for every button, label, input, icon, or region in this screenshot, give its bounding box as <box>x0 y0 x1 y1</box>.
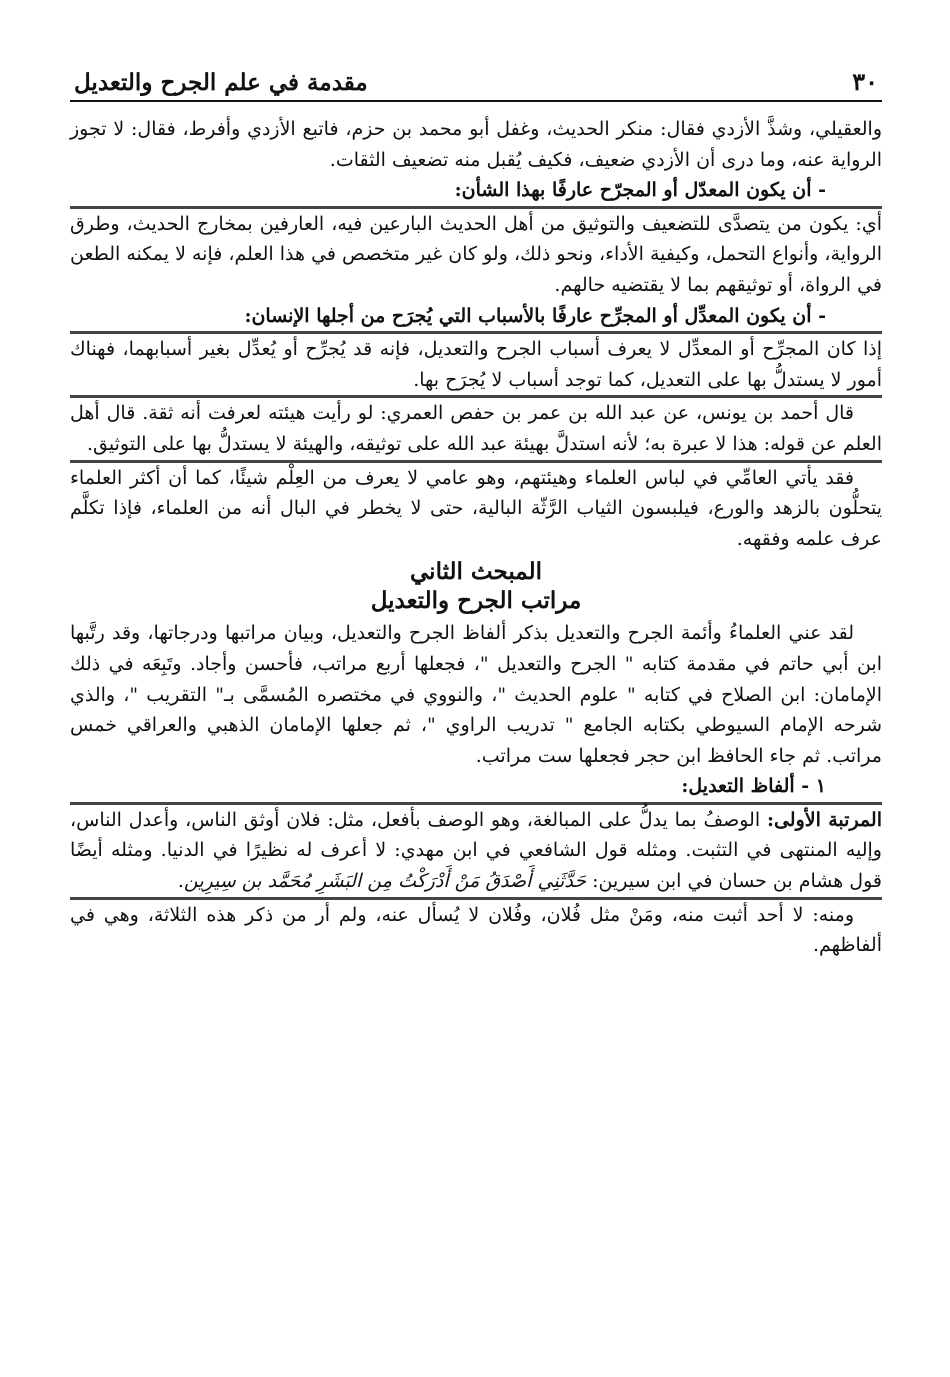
page-number: ٣٠ <box>852 67 878 96</box>
section-subtitle: مراتب الجرح والتعديل <box>370 587 582 615</box>
numbered-heading: ١ - ألفاظ التعديل: <box>681 775 826 798</box>
page <box>70 56 882 961</box>
rank-label: المرتبة الأولى: <box>766 808 882 831</box>
condition-heading: - أن يكون المعدّل أو المجرّح عارفًا بهذا الشأن: <box>454 179 826 202</box>
section-title: المبحث الثاني <box>410 558 542 586</box>
quoted-narration: حَدَّثَنِي أَصْدَقُ مَنْ أَدْرَكْتُ مِن البَشَرِ مُحَمَّد بن سِيرِين. <box>177 870 587 893</box>
paragraph: أي: يكون من يتصدَّى للتضعيف والتوثيق من أهل الحديث البارعين فيه، العارفين بمخارج الحديث، وطرق الرواية، وأنواع التحمل، وكيفية الأداء، ونحو ذلك، ولو كان غير متخصص في هذا العلم، فإنه لا يمكنه الطعن في الرواة، أو توثيقهم بما لا يقتضيه حالهم. <box>70 212 882 296</box>
page-header <box>70 56 882 102</box>
condition-heading: - أن يكون المعدِّل أو المجرِّح عارفًا بالأسباب التي يُجرَح من أجلها الإنسان: <box>244 304 826 327</box>
paragraph: والعقيلي، وشذَّ الأزدي فقال: منكر الحديث، وغفل أبو محمد بن حزم، فاتبع الأزدي وأفرط، فقال: لا تجوز الرواية عنه، وما درى أن الأزدي ضعيف، فكيف يُقبل منه تضعيف الثقات. <box>70 118 882 171</box>
paragraph: قال أحمد بن يونس، عن عبد الله بن عمر بن حفص العمري: لو رأيت هيئته لعرفت أنه ثقة. قال أهل العلم عن قوله: هذا لا عبرة به؛ لأنه استدلَّ بهيئة عبد الله على توثيقه، والهيئة لا يستدلُّ بها على التوثيق. <box>70 402 882 455</box>
page-body <box>70 114 882 961</box>
paragraph: ومنه: لا أحد أثبت منه، ومَنْ مثل فُلان، وفُلان لا يُسأل عنه، ولم أر من ذكر هذه الثلاثة، وهي في ألفاظهم. <box>70 903 882 957</box>
paragraph: لقد عني العلماءُ وأئمة الجرح والتعديل بذكر ألفاظ الجرح والتعديل، وبيان مراتبها ودرجاتها، وقد رتَّبها ابن أبي حاتم في مقدمة كتابه " الجرح والتعديل "، فجعلها أربع مراتب، فأحسن وأجاد. وتَبِعَه في ذلك الإمامان: ابن الصلاح في كتابه " علوم الحديث "، والنووي في مختصره المُسمَّى بـ" التقريب "، والذي شرحه الإمام السيوطي بكتابه الجامع " تدريب الراوي "، ثم جعلها الإمامان الذهبي والعراقي خمس مراتب. ثم جاء الحافظ ابن حجر فجعلها ست مراتب. <box>70 622 882 767</box>
paragraph: فقد يأتي العامِّي في لباس العلماء وهيئتهم، وهو عامي لا يعرف من العِلْم شيئًا، كما أن أكثر العلماء يتحلُّون بالزهد والورع، فيلبسون الثياب الرَّثّة البالية، حتى لا يخطر في البال أنه من العلماء، فإذا تكلَّم عرف علمه وفقهه. <box>70 466 882 550</box>
book-title: مقدمة في علم الجرح والتعديل <box>74 69 368 96</box>
paragraph-text: الوصفُ بما يدلُّ على المبالغة، وهو الوصف بأفعل، مثل: فلان أوثق الناس، وأعدل الناس، وإليه المنتهى في التثبت. ومثله قول الشافعي في ابن مهدي: لا أعرف له نظيرًا في الدنيا. ومثله أيضًا قول هشام بن حسان في ابن سيرين: <box>70 808 882 893</box>
paragraph <box>70 805 882 897</box>
paragraph: إذا كان المجرِّح أو المعدِّل لا يعرف أسباب الجرح والتعديل، فإنه قد يُجرِّح أو يُعدِّل بغير أسبابهما، فهناك أمور لا يستدلُّ بها على التعديل، كما توجد أسباب لا يُجرَح بها. <box>70 338 882 391</box>
